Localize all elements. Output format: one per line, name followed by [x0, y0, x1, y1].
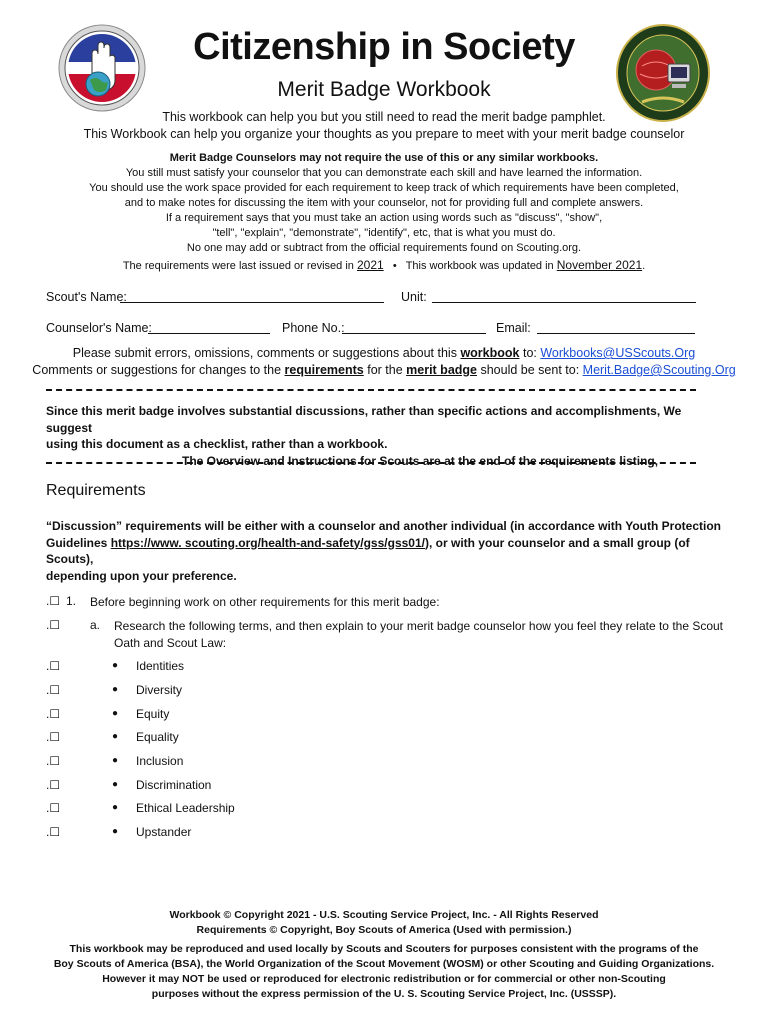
term-label: Upstander	[136, 825, 192, 839]
term-label: Equality	[136, 730, 179, 744]
errors-contact-line: Please submit errors, omissions, comments or suggestions about this workbook to: Workbooks@USScouts.Org	[72, 346, 696, 360]
requirements-contact-line: Comments or suggestions for changes to the requirements for the merit badge should be sent to: Merit.Badge@Scouting.Org	[32, 363, 736, 377]
checkbox[interactable]: .☐	[46, 825, 61, 839]
checkbox[interactable]: .☐	[46, 754, 61, 768]
email-label: Email:	[496, 321, 531, 335]
scout-name-field[interactable]	[120, 290, 384, 303]
footer-copyright: Requirements © Copyright, Boy Scouts of America (Used with permission.)	[196, 924, 572, 936]
counselor-name-label: Counselor's Name:	[46, 321, 152, 335]
page-subtitle: Merit Badge Workbook	[277, 78, 491, 101]
notice-line: No one may add or subtract from the official requirements found on Scouting.org.	[186, 242, 582, 254]
requirements-heading: Requirements	[46, 482, 146, 499]
footer-terms: purposes without the express permission of the U. S. Scouting Service Project, Inc. (USSSP).	[151, 988, 617, 1000]
dashed-divider	[46, 389, 696, 391]
bullet-icon: ●	[112, 779, 119, 790]
footer-copyright: Workbook © Copyright 2021 - U.S. Scouting Service Project, Inc. - All Rights Reserved	[169, 909, 599, 921]
checkbox[interactable]: .☐	[46, 594, 61, 608]
notice-bold-line: Merit Badge Counselors may not require the use of this or any similar workbooks.	[169, 152, 599, 164]
email-field[interactable]	[537, 321, 695, 334]
workbooks-email-link[interactable]: Workbooks@USScouts.Org	[540, 346, 696, 360]
issued-year: 2021	[356, 258, 384, 272]
phone-label: Phone No.:	[282, 321, 345, 335]
footer-terms: This workbook may be reproduced and used locally by Scouts and Scouters for purposes consistent with the programs of the	[69, 943, 699, 955]
notice-line: "tell", "explain", "demonstrate", "identify", etc, that is what you must do.	[212, 227, 556, 239]
term-label: Ethical Leadership	[136, 801, 235, 815]
discussion-note: “Discussion” requirements will be either with a counselor and another individual (in accordance with Youth Protection Guidelines https://www. scouting.org/health-and-safety/gss/gss01/), or with your counselor and a small group (of Scouts), depending upon your preference.	[46, 519, 722, 583]
requirement-number: 1.	[66, 594, 77, 608]
footer-terms: However it may NOT be used or reproduced for electronic redistribution or for commercial or other non-Scouting	[102, 973, 666, 985]
unit-field[interactable]	[432, 290, 696, 303]
term-label: Equity	[136, 707, 170, 721]
requirement-text: Research the following terms, and then explain to your merit badge counselor how you feel they relate to the Scout Oath and Scout Law:	[114, 619, 724, 650]
dashed-divider	[46, 462, 696, 464]
checkbox[interactable]: .☐	[46, 618, 61, 632]
checklist-note: Since this merit badge involves substantial discussions, rather than specific actions and accomplishments, We suggest using this document as a checklist, rather than a workbook. The Overview and Instructions for Scouts are at the end of the requirements listing,	[46, 404, 682, 468]
term-label: Inclusion	[136, 754, 184, 768]
footer-terms: Boy Scouts of America (BSA), the World Organization of the Scout Movement (WOSM) or other Scouting and Guiding Organizations.	[53, 958, 715, 970]
checkbox[interactable]: .☐	[46, 778, 61, 792]
guidelines-link[interactable]: https://www. scouting.org/health-and-safety/gss/gss01/	[110, 535, 425, 550]
term-label: Identities	[136, 659, 185, 673]
term-label: Discrimination	[136, 778, 212, 792]
requirement-text: Before beginning work on other requirements for this merit badge:	[90, 595, 440, 609]
bullet-icon: ●	[112, 684, 119, 695]
updated-date: November 2021	[556, 258, 643, 272]
checkbox[interactable]: .☐	[46, 801, 61, 815]
revision-info: The requirements were last issued or revised in 2021 • This workbook was updated in November 2021.	[122, 258, 646, 272]
merit-badge-email-link[interactable]: Merit.Badge@Scouting.Org	[582, 363, 736, 377]
requirement-letter: a.	[90, 618, 101, 632]
notice-line: You still must satisfy your counselor that you can demonstrate each skill and have learned the information.	[125, 167, 643, 179]
notice-line: You should use the work space provided for each requirement to keep track of which requirements have been completed,	[89, 182, 679, 194]
bullet-icon: ●	[112, 755, 119, 766]
scout-name-label: Scout's Name:	[46, 290, 127, 304]
checkbox[interactable]: .☐	[46, 707, 61, 721]
notice-line: and to make notes for discussing the item with your counselor, not for providing full and complete answers.	[124, 197, 644, 209]
intro-line-2: This Workbook can help you organize your thoughts as you prepare to meet with your merit badge counselor	[83, 127, 685, 141]
bullet-icon: ●	[112, 660, 119, 671]
unit-label: Unit:	[401, 290, 427, 304]
notice-line: If a requirement says that you must take an action using words such as "discuss", "show",	[165, 212, 603, 224]
checkbox[interactable]: .☐	[46, 659, 61, 673]
bullet-icon: ●	[112, 708, 119, 719]
phone-field[interactable]	[342, 321, 486, 334]
bullet-icon: ●	[112, 802, 119, 813]
checkbox[interactable]: .☐	[46, 730, 61, 744]
page-title: Citizenship in Society	[193, 26, 575, 68]
counselor-name-field[interactable]	[148, 321, 270, 334]
bullet-icon: ●	[112, 731, 119, 742]
bullet-icon: ●	[112, 826, 119, 837]
intro-line-1: This workbook can help you but you still need to read the merit badge pamphlet.	[162, 110, 606, 124]
term-label: Diversity	[136, 683, 183, 697]
checkbox[interactable]: .☐	[46, 683, 61, 697]
